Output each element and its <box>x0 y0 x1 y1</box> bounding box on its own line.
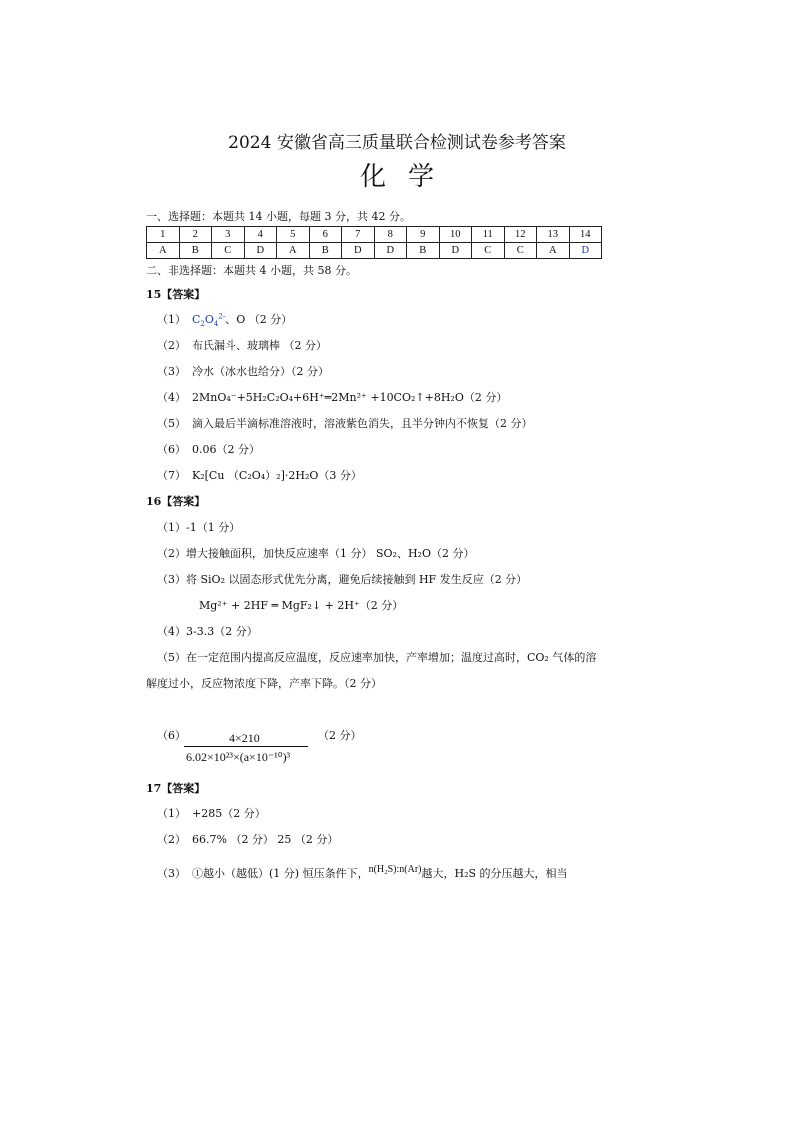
answer-table-number-cell: 3 <box>212 227 245 243</box>
q17-line-3-text: ①越小（越低）(1 分) 恒压条件下，n(H₂S):n(Ar)越大，H₂S 的分压越大，相当 <box>192 864 568 880</box>
q16-line-6-score: （2 分） <box>318 729 362 742</box>
answer-table-answer-cell: D <box>569 243 602 259</box>
answer-table-answer-cell: D <box>342 243 375 259</box>
answer-table-answer-cell: D <box>439 243 472 259</box>
fraction-bar <box>184 746 308 747</box>
answer-table-answer-cell: C <box>212 243 245 259</box>
answer-table-answer-cell: B <box>407 243 440 259</box>
answer-table-answer-cell: A <box>537 243 570 259</box>
q17-line-2-text: 66.7% （2 分） 25 （2 分） <box>192 833 339 846</box>
answer-table-answer-cell: B <box>179 243 212 259</box>
q16-line-6-number: （6） <box>157 729 186 742</box>
answer-table-answer-row <box>147 243 602 259</box>
answer-table-number-cell: 2 <box>179 227 212 243</box>
answer-table-number-cell: 12 <box>504 227 537 243</box>
answer-table-number-cell: 11 <box>472 227 505 243</box>
q15-heading: 15【答案】 <box>146 288 206 301</box>
document-title: 2024 安徽省高三质量联合检测试卷参考答案 <box>228 133 566 153</box>
density-fraction-denominator: 6.02×10²³×(a×10⁻¹⁰)³ <box>186 750 291 764</box>
q15-item-3-text: 冷水（冰水也给分）（2 分） <box>192 365 329 378</box>
answer-table-answer-cell: A <box>277 243 310 259</box>
q15-item-5-number: （5） <box>157 417 186 430</box>
answer-table-answer-cell: A <box>147 243 180 259</box>
mole-ratio: n(H₂S):n(Ar) <box>368 864 422 875</box>
q17-heading: 17【答案】 <box>146 782 206 795</box>
q15-item-7-number: （7） <box>157 469 186 482</box>
answer-table-number-cell: 10 <box>439 227 472 243</box>
answer-table <box>146 226 602 259</box>
q15-item-4-text: 2MnO₄⁻+5H₂C₂O₄+6H⁺═2Mn²⁺ +10CO₂↑+8H₂O（2 分） <box>192 391 508 404</box>
answer-table-answer-cell: C <box>472 243 505 259</box>
subject-heading: 化学 <box>359 162 456 192</box>
q15-item-4-number: （4） <box>157 391 186 404</box>
q16-line-5b: 解度过小，反应物浓度下降，产率下降。（2 分） <box>146 677 382 690</box>
q16-line-4: （4）3-3.3（2 分） <box>157 625 258 638</box>
answer-table-number-cell: 5 <box>277 227 310 243</box>
q15-item-1-text: $C_2O_4^{2-}$、O （2 分） <box>192 312 293 329</box>
answer-table-number-cell: 9 <box>407 227 440 243</box>
q15-item-3-number: （3） <box>157 365 186 378</box>
q16-line-1: （1）-1（1 分） <box>157 521 241 534</box>
q16-line-5a: （5）在一定范围内提高反应温度，反应速率加快，产率增加；温度过高时，CO₂ 气体的溶 <box>157 651 597 664</box>
oxalate-formula: $C_2O_4^{2-}$ <box>192 312 226 329</box>
q15-item-6-text: 0.06（2 分） <box>192 443 260 456</box>
answer-table-number-cell: 8 <box>374 227 407 243</box>
answer-table-number-cell: 14 <box>569 227 602 243</box>
q15-item-2-text: 布氏漏斗、玻璃棒 （2 分） <box>192 339 327 352</box>
q17-line-2-number: （2） <box>157 833 186 846</box>
answer-table-number-cell: 7 <box>342 227 375 243</box>
q15-item-2-number: （2） <box>157 339 186 352</box>
q15-item-5-text: 滴入最后半滴标准溶液时，溶液紫色消失，且半分钟内不恢复（2 分） <box>192 417 533 430</box>
q16-line-3: （3）将 SiO₂ 以固态形式优先分离，避免后续接触到 HF 发生反应（2 分） <box>157 573 528 586</box>
answer-table-answer-cell: D <box>244 243 277 259</box>
q15-item-6-number: （6） <box>157 443 186 456</box>
answer-table-number-cell: 6 <box>309 227 342 243</box>
q15-item-1-number: （1） <box>157 313 186 326</box>
density-fraction-numerator: 4×210 <box>229 731 260 745</box>
answer-table-answer-cell: B <box>309 243 342 259</box>
answer-table-answer-cell: C <box>504 243 537 259</box>
q16-line-3-equation: Mg²⁺ + 2HF ═ MgF₂↓ + 2H⁺（2 分） <box>199 599 404 612</box>
q17-line-1-text: +285（2 分） <box>192 807 266 820</box>
answer-table-number-cell: 13 <box>537 227 570 243</box>
q17-line-1-number: （1） <box>157 807 186 820</box>
q15-item-7-text: K₂[Cu （C₂O₄）₂]·2H₂O（3 分） <box>192 469 362 482</box>
answer-table-number-cell: 1 <box>147 227 180 243</box>
q17-line-3-number: （3） <box>157 867 186 880</box>
answer-table-number-row <box>147 227 602 243</box>
section2-heading: 二、非选择题：本题共 4 小题，共 58 分。 <box>146 264 357 277</box>
section1-heading: 一、选择题：本题共 14 小题，每题 3 分，共 42 分。 <box>146 210 411 223</box>
q16-line-2: （2）增大接触面积，加快反应速率（1 分） SO₂、H₂O（2 分） <box>157 547 475 560</box>
q16-heading: 16【答案】 <box>146 495 206 508</box>
answer-table-answer-cell: D <box>374 243 407 259</box>
answer-table-number-cell: 4 <box>244 227 277 243</box>
